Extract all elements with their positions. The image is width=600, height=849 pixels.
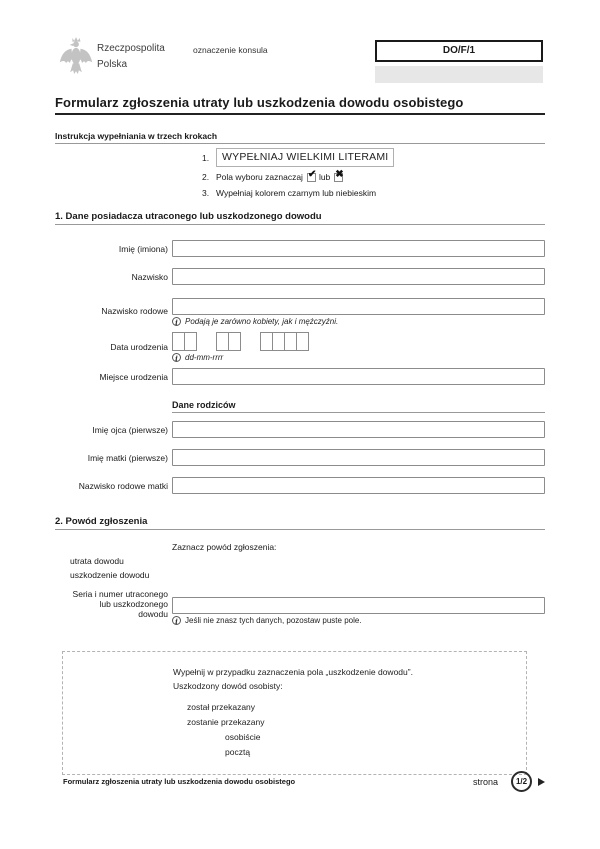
next-page-arrow-icon: [538, 778, 545, 786]
info-icon: i: [172, 353, 181, 362]
birth-date-cells: [172, 332, 545, 351]
footer: [63, 771, 545, 792]
page-number-badge: 1/2: [511, 771, 532, 792]
father-name-label: Imię ojca (pierwsze): [92, 424, 168, 435]
section-1-form: [55, 240, 545, 494]
instruction-step-3: [202, 188, 545, 198]
first-name-label: Imię (imiona): [118, 243, 168, 254]
date-cell[interactable]: [296, 332, 309, 351]
mother-name-label: Imię matki (pierwsze): [87, 452, 168, 463]
option-was-handed-over: został przekazany: [187, 702, 256, 712]
form-row-birth-place: [55, 368, 545, 385]
day-cells: [172, 332, 197, 351]
birth-date-hint: i dd-mm-rrrr: [172, 353, 545, 362]
option-damaged-document: uszkodzenie dowodu: [70, 570, 150, 580]
serial-number-input[interactable]: [172, 597, 545, 614]
step-text: Pola wyboru zaznaczaj: [216, 172, 303, 182]
form-row-surname: [55, 268, 545, 285]
form-row-first-name: [55, 240, 545, 257]
serial-number-label: Seria i numer utraconego lub uszkodzonego dowodu: [72, 589, 168, 619]
instructions-heading: Instrukcja wypełniania w trzech krokach: [55, 131, 545, 144]
step-number: 2.: [202, 172, 210, 182]
checkbox-check-sample-icon: ✔: [307, 168, 317, 180]
damaged-box-instruction: Wypełnij w przypadku zaznaczenia pola „uszkodzenie dowodu”.: [173, 667, 413, 677]
suboption-by-mail: pocztą: [225, 747, 251, 757]
birth-place-input[interactable]: [172, 368, 545, 385]
surname-label: Nazwisko: [131, 271, 168, 282]
info-icon: i: [172, 616, 181, 625]
form-code-box: [375, 40, 543, 83]
page-word-label: strona: [472, 776, 498, 787]
form-row-family-name: [55, 296, 545, 326]
instructions-steps: [202, 148, 545, 198]
header: [55, 33, 545, 91]
surname-input[interactable]: [172, 268, 545, 285]
section-2-heading: 2. Powód zgłoszenia: [55, 516, 545, 530]
family-name-input[interactable]: [172, 298, 545, 315]
birth-date-label: Data urodzenia: [110, 342, 168, 352]
consul-designation-label: oznaczenie konsula: [193, 45, 268, 55]
father-name-input[interactable]: [172, 421, 545, 438]
info-icon: i: [172, 317, 181, 326]
footer-form-title: Formularz zgłoszenia utraty lub uszkodzenia dowodu osobistego: [63, 777, 296, 786]
form-row-mother-name: [55, 449, 545, 466]
step-number: 3.: [202, 188, 210, 198]
step-number: 1.: [202, 152, 210, 163]
form-row-serial-number: [55, 589, 545, 626]
checkbox-cross-sample-icon: ✖: [335, 168, 344, 180]
parents-heading-row: [55, 400, 545, 413]
family-name-label: Nazwisko rodowe: [101, 306, 168, 316]
form-row-birth-date: [55, 332, 545, 362]
mother-family-name-input[interactable]: [172, 477, 545, 494]
mother-name-input[interactable]: [172, 449, 545, 466]
section-1-heading: 1. Dane posiadacza utraconego lub uszkodzonego dowodu: [55, 211, 545, 225]
parents-data-heading: Dane rodziców: [172, 400, 545, 413]
form-row-father-name: [55, 421, 545, 438]
damaged-box-subheading: Uszkodzony dowód osobisty:: [173, 681, 283, 691]
country-name: Rzeczpospolita Polska: [97, 43, 165, 70]
form-code-gray-slot: [375, 66, 543, 83]
mother-family-name-label: Nazwisko rodowe matki: [78, 480, 168, 491]
uppercase-instruction-box: WYPEŁNIAJ WIELKIMI LITERAMI: [216, 148, 394, 167]
form-code: DO/F/1: [375, 40, 543, 62]
reason-prompt: Zaznacz powód zgłoszenia:: [172, 542, 277, 552]
month-cells: [216, 332, 241, 351]
date-cell[interactable]: [184, 332, 197, 351]
step-text: Wypełniaj kolorem czarnym lub niebieskim: [216, 188, 377, 198]
page-title: Formularz zgłoszenia utraty lub uszkodzenia dowodu osobistego: [55, 95, 545, 115]
form-row-mother-family-name: [55, 477, 545, 494]
serial-number-hint: i Jeśli nie znasz tych danych, pozostaw puste pole.: [172, 616, 545, 625]
birth-place-label: Miejsce urodzenia: [99, 371, 168, 382]
first-name-input[interactable]: [172, 240, 545, 257]
damaged-document-box: [62, 651, 527, 775]
suboption-in-person: osobiście: [225, 732, 261, 742]
polish-eagle-icon: [58, 33, 94, 79]
option-will-be-handed-over: zostanie przekazany: [187, 717, 265, 727]
year-cells: [260, 332, 309, 351]
date-cell[interactable]: [228, 332, 241, 351]
family-name-hint: i Podają je zarówno kobiety, jak i mężczyźni.: [172, 317, 545, 326]
instruction-step-1: [202, 148, 545, 167]
step-or-text: lub: [318, 172, 331, 182]
instruction-step-2: [202, 168, 545, 182]
option-lost-document: utrata dowodu: [70, 556, 124, 566]
